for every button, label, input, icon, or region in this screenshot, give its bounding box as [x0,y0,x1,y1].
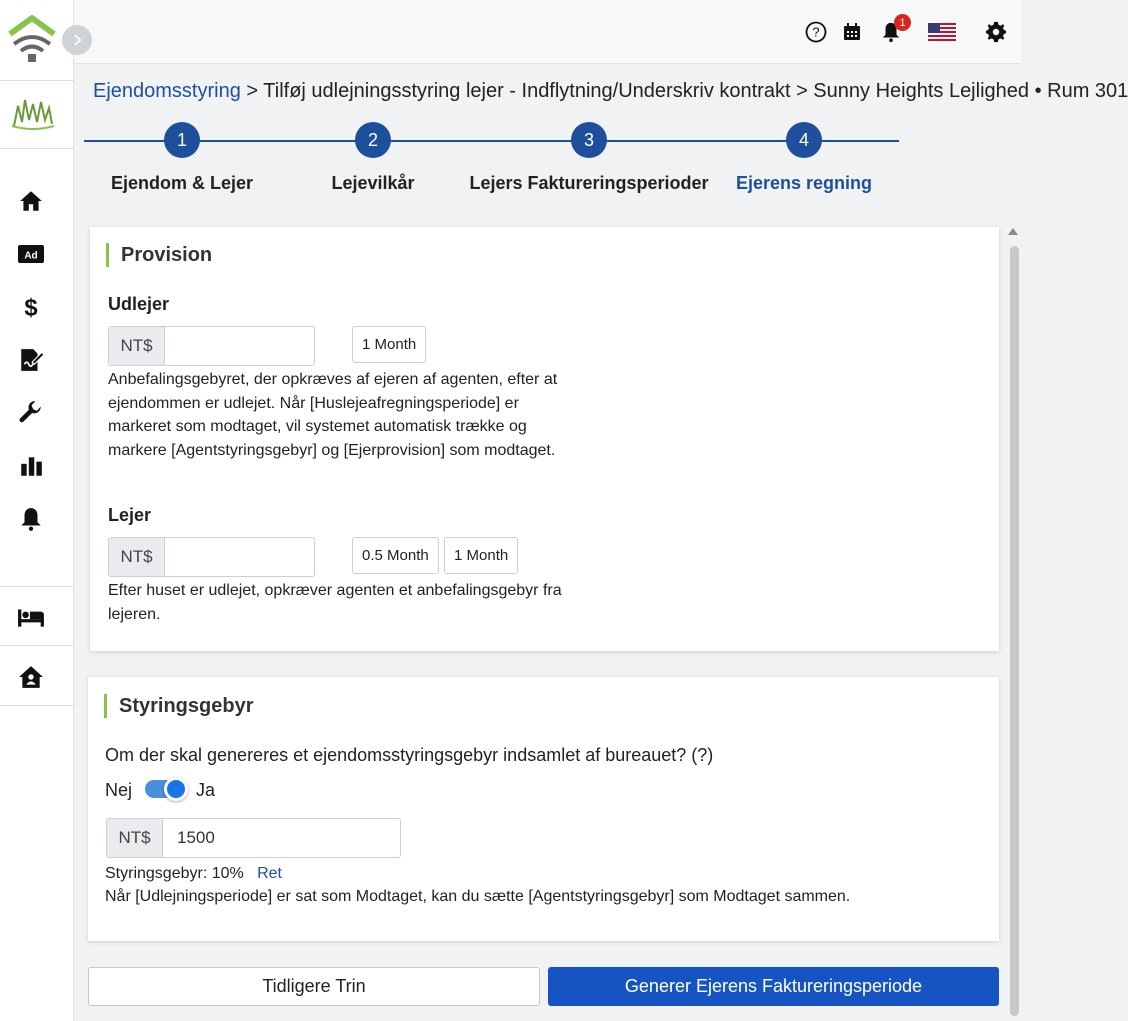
lejer-half-month-chip[interactable]: 0.5 Month [352,537,439,574]
udlejer-label: Udlejer [108,294,170,314]
toggle-yes-label: Ja [196,780,216,800]
edit-fee-link[interactable]: Ret [257,865,282,882]
bar-chart-icon[interactable] [14,449,48,483]
chevron-right-icon [70,33,84,47]
divider [0,586,74,587]
divider [0,705,74,706]
currency-prefix: NT$ [109,538,165,576]
step-4-label[interactable]: Ejerens regning [735,173,873,193]
stepper-line [84,140,899,142]
wifi-house-logo-icon[interactable] [4,14,60,64]
breadcrumb-root-link[interactable]: Ejendomsstyring [93,80,241,102]
breadcrumb [93,80,1128,103]
step-2-label[interactable]: Lejevilkår [331,173,415,193]
svg-text:?: ? [812,24,820,40]
scrollbar-thumb[interactable] [1010,246,1019,1016]
management-fee-question: Om der skal genereres et ejendomsstyringsgebyr indsamlet af bureauet? (?) [105,745,714,765]
wrench-icon[interactable] [14,396,48,430]
management-fee-note: Når [Udlejningsperiode] er sat som Modtaget, kan du sætte [Agentstyringsgebyr] som Modtaget sammen. [105,888,851,905]
top-bar [74,0,1021,64]
udlejer-amount-field[interactable] [108,326,315,366]
step-4-circle[interactable]: 4 [786,122,822,158]
company-brand-icon [10,92,56,132]
provision-title: Provision [106,243,212,267]
lejer-amount-value[interactable] [165,538,314,576]
currency-prefix: NT$ [107,819,163,857]
udlejer-amount-value[interactable] [165,327,314,365]
divider [0,80,74,81]
previous-step-button[interactable]: Tidligere Trin [88,967,540,1006]
toggle-no-label: Nej [105,780,133,800]
management-fee-title: Styringsgebyr [104,694,253,718]
calendar-icon[interactable] [840,20,864,44]
provision-card [90,227,999,651]
contract-sign-icon[interactable] [14,343,48,377]
toggle-knob [164,777,188,801]
step-3-circle[interactable]: 3 [571,122,607,158]
lejer-description: Efter huset er udlejet, opkræver agenten et anbefalingsgebyr fra lejeren. [108,582,562,623]
home-icon[interactable] [14,184,48,218]
collapse-sidebar-button[interactable] [62,25,92,55]
management-fee-amount-field[interactable] [106,818,401,858]
breadcrumb-trail: > Tilføj udlejningsstyring lejer - Indflytning/Underskriv kontrakt > Sunny Heights Lejlighed • Rum 301 [240,80,1128,102]
management-fee-percent-text: Styringsgebyr: 10% [105,865,244,882]
divider [0,645,74,646]
sidebar [0,0,74,1021]
scroll-up-arrow[interactable] [1008,228,1018,235]
currency-prefix: NT$ [109,327,165,365]
management-fee-toggle[interactable] [145,780,185,798]
svg-text:$: $ [24,294,38,322]
management-fee-card [88,677,999,941]
ad-icon[interactable] [14,237,48,271]
divider [0,148,74,149]
udlejer-description: Anbefalingsgebyret, der opkræves af ejeren af agenten, efter at ejendommen er udlejet. Når [Huslejeafregningsperiode] er markeret som modtaget, vil systemet automatisk trække og markere [Agentstyringsgebyr] og [Ejerprovision] som modtaget. [108,371,558,459]
management-fee-percent [105,862,282,886]
help-icon[interactable] [804,20,828,44]
step-1-label[interactable]: Ejendom & Lejer [110,173,254,193]
bell-icon[interactable] [14,502,48,536]
dollar-icon[interactable] [14,290,48,324]
lejer-1-month-chip[interactable]: 1 Month [444,537,518,574]
generate-owner-billing-button[interactable]: Generer Ejerens Faktureringsperiode [548,967,999,1006]
house-owner-icon[interactable] [14,660,48,694]
step-2-circle[interactable]: 2 [355,122,391,158]
management-fee-amount-value[interactable]: 1500 [177,828,215,847]
lejer-label: Lejer [108,505,152,525]
udlejer-1-month-chip[interactable]: 1 Month [352,326,426,363]
notification-bell-icon[interactable] [879,16,906,44]
notification-count-badge: 1 [894,14,911,31]
bed-icon[interactable] [14,600,48,634]
step-1-circle[interactable]: 1 [164,122,200,158]
step-3-label[interactable]: Lejers Faktureringsperioder [469,173,709,193]
settings-gear-icon[interactable] [984,20,1008,44]
us-flag-icon[interactable] [928,20,956,44]
ad-icon-text: Ad [24,250,38,262]
lejer-amount-field[interactable] [108,537,315,577]
